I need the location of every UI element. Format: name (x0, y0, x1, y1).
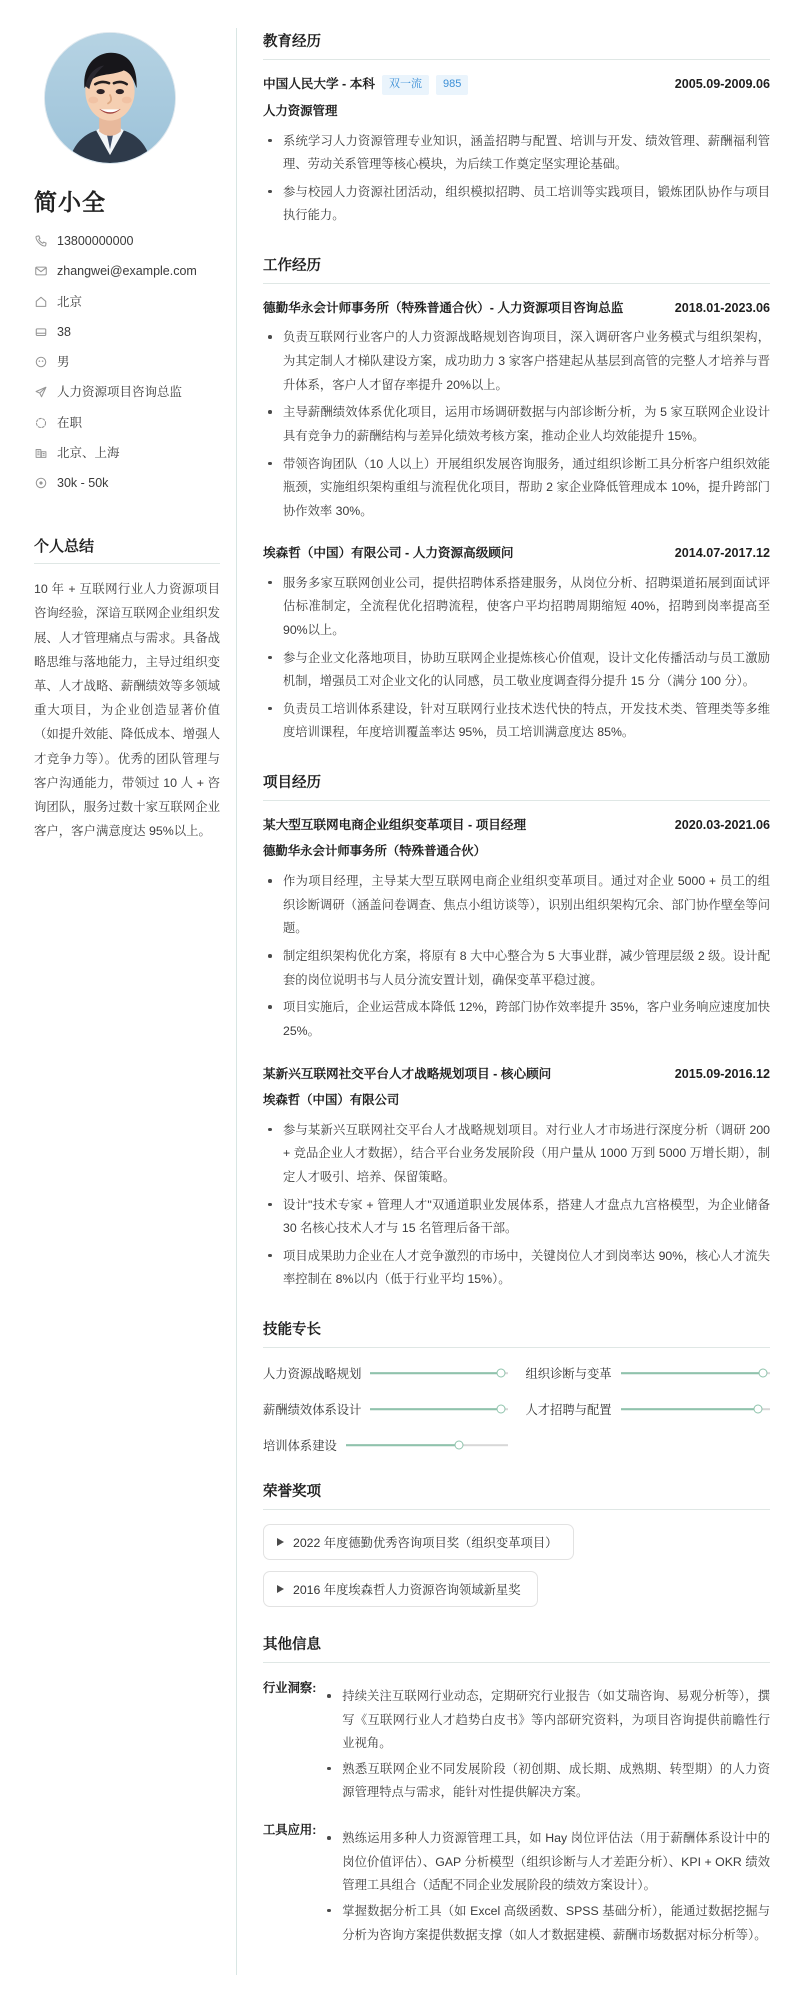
list-item: 负责员工培训体系建设，针对互联网行业技术迭代快的特点，开发技术类、管理类等多维度培训课程，年度培训覆盖率达 95%，员工培训满意度达 85%。 (263, 698, 770, 745)
list-item: 带领咨询团队（10 人以上）开展组织发展咨询服务，通过组织诊断工具分析客户组织效能瓶颈，实施组织架构重组与流程优化项目，帮助 2 家企业降低管理成本 10%，提升跨部门协作效率 30%。 (263, 453, 770, 524)
section-other-info (263, 1633, 770, 1949)
contact-value: 13800000000 (57, 234, 134, 248)
contact-item-locations (34, 445, 220, 461)
entry-header (263, 543, 770, 563)
list-item: 制定组织架构优化方案，将原有 8 大中心整合为 5 大事业群，减少管理层级 2 级。设计配套的岗位说明书与人员分流安置计划，确保变革平稳过渡。 (263, 945, 770, 992)
section-heading-education: 教育经历 (263, 30, 770, 60)
list-item: 设计"技术专家 + 管理人才"双通道职业发展体系，搭建人才盘点九宫格模型，为企业储备 30 名核心技术人才与 15 名管理后备干部。 (263, 1194, 770, 1241)
other-bullets (322, 1827, 770, 1947)
work-title: 德勤华永会计师事务所（特殊普通合伙）- 人力资源项目咨询总监 (263, 301, 624, 316)
phone-icon (34, 234, 48, 248)
project-company: 德勤华永会计师事务所（特殊普通合伙） (263, 844, 487, 859)
building-icon (34, 446, 48, 460)
skill-knob[interactable] (454, 1441, 463, 1450)
education-major: 人力资源管理 (263, 103, 338, 118)
list-item: 熟悉互联网企业不同发展阶段（初创期、成长期、成熟期、转型期）的人力资源管理特点与需求，能针对性提供解决方案。 (322, 1758, 770, 1805)
section-work (263, 254, 770, 745)
list-item: 持续关注互联网行业动态，定期研究行业报告（如艾瑞咨询、易观分析等），撰写《互联网行业人才趋势白皮书》等内部研究资料，为项目咨询提供前瞻性行业视角。 (322, 1685, 770, 1756)
section-heading-other: 其他信息 (263, 1633, 770, 1663)
skill-slider[interactable] (621, 1404, 770, 1415)
contact-value: 北京 (57, 294, 83, 309)
project-company: 埃森哲（中国）有限公司 (263, 1092, 400, 1107)
honor-label: 2016 年度埃森哲人力资源咨询领域新星奖 (293, 1583, 521, 1598)
skill-track-fill (370, 1408, 500, 1410)
list-item: 项目实施后，企业运营成本降低 12%，跨部门协作效率提升 35%，客户业务响应速度加快 25%。 (263, 996, 770, 1043)
contact-value: 38 (57, 324, 71, 339)
entry-header (263, 1064, 770, 1084)
contact-value: 在职 (57, 415, 83, 430)
skill-label: 人才招聘与配置 (525, 1403, 612, 1418)
play-triangle-icon (277, 1585, 284, 1593)
section-heading-work: 工作经历 (263, 254, 770, 284)
skill-row (263, 1436, 508, 1454)
summary-text: 10 年 + 互联网行业人力资源项目咨询经验，深谙互联网企业组织发展、人才管理痛点与需求。具备战略思维与落地能力，主导过组织变革、人才战略、薪酬绩效等多领域重大项目，为企业创造显著价值（如提升效能、降低成本、增强人才竞争力等）。优秀的团队管理与客户沟通能力，带领过 10 人 + 咨询团队，服务过数十家互联网企业客户，客户满意度达 95%以上。 (34, 582, 220, 839)
contact-item-phone (34, 233, 220, 249)
education-tag: 双一流 (382, 75, 429, 95)
profile-photo-icon (45, 33, 175, 163)
list-item: 参与企业文化落地项目，协助互联网企业提炼核心价值观，设计文化传播活动与员工激励机制，增强员工对企业文化的认同感，员工敬业度调查得分提升 15 分（满分 100 分）。 (263, 647, 770, 694)
project-title: 某大型互联网电商企业组织变革项目 - 项目经理 (263, 818, 527, 833)
work-date: 2018.01-2023.06 (674, 301, 770, 316)
skills-grid (263, 1362, 770, 1454)
honor-item[interactable] (263, 1571, 538, 1607)
work-title: 埃森哲（中国）有限公司 - 人力资源高级顾问 (263, 546, 514, 561)
skill-track-fill (621, 1408, 758, 1410)
summary-section (34, 535, 220, 843)
section-skills (263, 1318, 770, 1454)
work-entry (263, 543, 770, 745)
contact-item-salary (34, 475, 220, 491)
skill-track-fill (370, 1372, 500, 1374)
skill-slider[interactable] (370, 1404, 507, 1415)
other-group-body (322, 1819, 770, 1949)
skill-row (263, 1364, 508, 1382)
skill-slider[interactable] (370, 1368, 507, 1379)
contact-item-age (34, 324, 220, 340)
list-item: 参与某新兴互联网社交平台人才战略规划项目。对行业人才市场进行深度分析（调研 200 + 竞品企业人才数据），结合平台业务发展阶段（用户量从 1000 万到 5000 万增长期），制定人才吸引、培养、保留策略。 (263, 1119, 770, 1190)
other-group-label: 工具应用: (263, 1823, 317, 1838)
contact-item-status (34, 415, 220, 431)
skill-slider[interactable] (621, 1368, 770, 1379)
summary-heading: 个人总结 (34, 535, 220, 564)
contact-value: 30k - 50k (57, 476, 109, 490)
education-entry (263, 74, 770, 228)
list-item: 熟练运用多种人力资源管理工具，如 Hay 岗位评估法（用于薪酬体系设计中的岗位价值评估）、GAP 分析模型（组织诊断与人才差距分析）、KPI + OKR 绩效管理工具组合（适配不同企业发展阶段的绩效方案设计）。 (322, 1827, 770, 1898)
education-bullets (263, 130, 770, 228)
skill-label: 培训体系建设 (263, 1439, 337, 1454)
section-projects (263, 771, 770, 1292)
project-entry (263, 815, 770, 1044)
education-school: 中国人民大学 - 本科 (263, 77, 375, 91)
skill-knob[interactable] (496, 1369, 505, 1378)
skill-row (526, 1400, 771, 1418)
section-heading-honors: 荣誉奖项 (263, 1480, 770, 1510)
gender-icon (34, 355, 48, 369)
skill-knob[interactable] (758, 1369, 767, 1378)
contact-list (34, 233, 220, 491)
play-triangle-icon (277, 1538, 284, 1546)
honor-item[interactable] (263, 1524, 574, 1560)
contact-item-position (34, 384, 220, 400)
project-date: 2020.03-2021.06 (674, 818, 770, 833)
other-group-body (322, 1677, 770, 1807)
other-group-label: 行业洞察: (263, 1681, 317, 1696)
contact-item-email (34, 263, 220, 279)
skill-knob[interactable] (496, 1405, 505, 1414)
contact-item-gender (34, 354, 220, 370)
skill-track-fill (621, 1372, 763, 1374)
contact-value: 北京、上海 (57, 445, 120, 460)
work-date: 2014.07-2017.12 (674, 546, 770, 561)
skill-row (263, 1400, 508, 1418)
section-heading-projects: 项目经历 (263, 771, 770, 801)
entry-header (263, 74, 770, 95)
project-bullets (263, 870, 770, 1043)
contact-item-city (34, 294, 220, 310)
work-bullets (263, 326, 770, 523)
education-date: 2005.09-2009.06 (674, 77, 770, 91)
list-item: 项目成果助力企业在人才竞争激烈的市场中，关键岗位人才到岗率达 90%，核心人才流失率控制在 8%以内（低于行业平均 15%）。 (263, 1245, 770, 1292)
skill-knob[interactable] (754, 1405, 763, 1414)
id-card-icon (34, 325, 48, 339)
list-item: 参与校园人力资源社团活动，组织模拟招聘、员工培训等实践项目，锻炼团队协作与项目执行能力。 (263, 181, 770, 228)
skill-row (526, 1364, 771, 1382)
work-bullets (263, 572, 770, 745)
section-heading-skills: 技能专长 (263, 1318, 770, 1348)
skill-slider[interactable] (346, 1440, 508, 1451)
section-honors (263, 1480, 770, 1607)
section-education (263, 30, 770, 228)
paper-plane-icon (34, 385, 48, 399)
status-icon (34, 416, 48, 430)
project-entry (263, 1064, 770, 1293)
project-date: 2015.09-2016.12 (674, 1066, 770, 1081)
contact-value: 男 (57, 355, 70, 369)
project-bullets (263, 1119, 770, 1292)
list-item: 作为项目经理，主导某大型互联网电商企业组织变革项目。通过对企业 5000 + 员工的组织诊断调研（涵盖问卷调查、焦点小组访谈等），识别出组织架构冗余、部门协作壁垒等问题。 (263, 870, 770, 941)
contact-value: 人力资源项目咨询总监 (57, 385, 183, 400)
entry-title-group (263, 74, 657, 95)
skill-label: 薪酬绩效体系设计 (263, 1403, 362, 1418)
list-item: 服务多家互联网创业公司，提供招聘体系搭建服务，从岗位分析、招聘渠道拓展到面试评估标准制定，全流程优化招聘流程，使客户平均招聘周期缩短 40%，招聘到岗率提高至 90%以上。 (263, 572, 770, 643)
contact-value: zhangwei@example.com (57, 264, 197, 279)
mail-icon (34, 264, 48, 278)
list-item: 掌握数据分析工具（如 Excel 高级函数、SPSS 基础分析），能通过数据挖掘与分析为咨询方案提供数据支撑（如人才数据建模、薪酬市场数据对标分析等）。 (322, 1900, 770, 1947)
other-bullets (322, 1685, 770, 1805)
other-group (263, 1677, 770, 1807)
home-icon (34, 295, 48, 309)
avatar (44, 32, 176, 164)
skill-track-fill (346, 1444, 459, 1446)
skill-label: 人力资源战略规划 (263, 1367, 362, 1382)
main-content (237, 22, 770, 1975)
entry-header (263, 298, 770, 318)
work-entry (263, 298, 770, 523)
page-title: 简小全 (34, 189, 106, 215)
education-tag: 985 (436, 75, 468, 95)
list-item: 系统学习人力资源管理专业知识，涵盖招聘与配置、培训与开发、绩效管理、薪酬福利管理、劳动关系管理等核心模块，为后续工作奠定坚实理论基础。 (263, 130, 770, 177)
coin-icon (34, 476, 48, 490)
honor-label: 2022 年度德勤优秀咨询项目奖（组织变革项目） (293, 1536, 558, 1551)
project-title: 某新兴互联网社交平台人才战略规划项目 - 核心顾问 (263, 1066, 552, 1081)
list-item: 主导薪酬绩效体系优化项目，运用市场调研数据与内部诊断分析，为 5 家互联网企业设计具有竞争力的薪酬结构与差异化绩效考核方案，推动企业人均效能提升 15%。 (263, 401, 770, 448)
skill-label: 组织诊断与变革 (525, 1367, 612, 1382)
list-item: 负责互联网行业客户的人力资源战略规划咨询项目，深入调研客户业务模式与组织架构，为其定制人才梯队建设方案，成功助力 3 家客户搭建起从基层到高管的完整人才培养与晋升体系，客户人才留存率提升 20%以上。 (263, 326, 770, 397)
entry-header (263, 815, 770, 835)
other-group (263, 1819, 770, 1949)
honors-list (263, 1524, 770, 1607)
sidebar (24, 22, 236, 843)
